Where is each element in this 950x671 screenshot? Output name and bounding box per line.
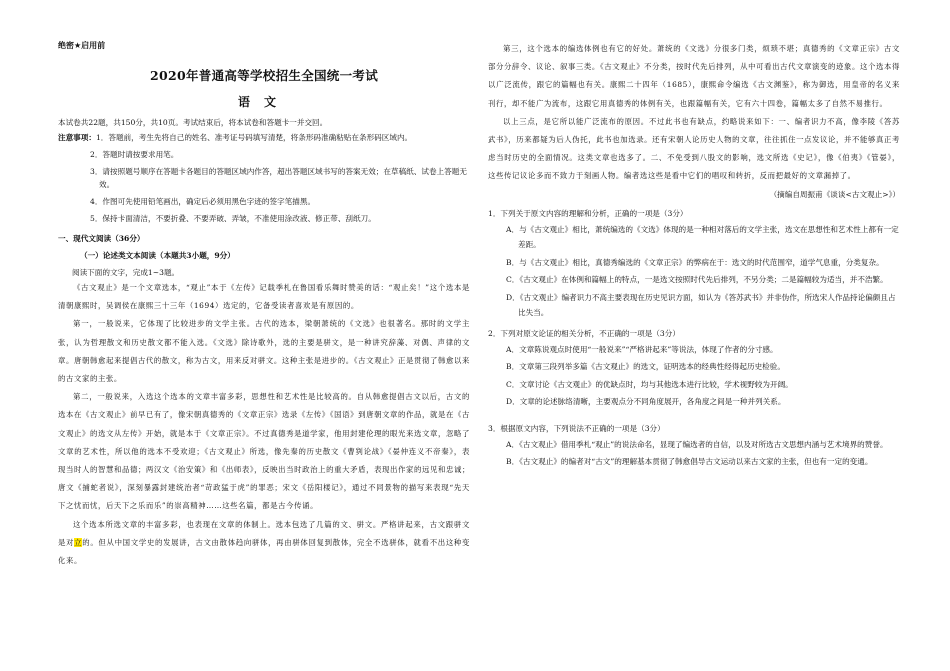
- notice-item-1: 1．答题前，考生先将自己的姓名、准考证号码填写清楚，将条形码准确粘贴在条形码区域内。: [95, 133, 413, 142]
- left-column: [58, 40, 470, 570]
- question-3-stem: 3．根据原文内容，下列说法不正确的一项是（3分）: [488, 423, 665, 433]
- exam-title: 2020年普通高等学校招生全国统一考试: [150, 68, 378, 83]
- question-3-option-b[interactable]: B．《古文观止》的编者对“古文”的理解基本贯彻了韩愈倡导古文运动以来古文家的主张，但也有一定的变通。: [506, 457, 873, 467]
- passage-paragraph-4: [58, 516, 470, 571]
- passage-paragraph-2: 第一，一般说来，它体现了比较进步的文学主张。古代的选本，梁朝萧统的《文选》也很著名。那时的文学主张，认为哲理散文和历史散文都不能入选。《文选》除诗歌外，选的主要是骈文，是一种讲究辞藻、对偶、声律的文章。唐朝韩愈起来提倡古代的散文，称为古文，用来反对骈文。这种主张是进步的。《古文观止》正是贯彻了韩愈以来的古文家的主张。: [58, 319, 470, 384]
- question-2-option-a[interactable]: A．文章陈说观点时使用“一般说来”“严格讲起来”等说法，体现了作者的分寸感。: [506, 344, 778, 354]
- notice-item-4: 4．作图可先使用铅笔画出，确定后必须用黑色字迹的签字笔描黑。: [90, 197, 316, 206]
- question-2: [488, 327, 900, 410]
- section-heading: 一、现代文阅读（36分）: [58, 234, 145, 243]
- passage-paragraph-5: 第三，这个选本的编选体例也有它的好处。萧统的《文选》分很多门类，烦琐不堪；真德秀的《文章正宗》古文部分分辞令、议论、叙事三类。《古文观止》不分类，按时代先后排列，从中可看出古代文章演变的迹象。这个选本得以广泛流传，跟它的篇幅也有关。康熙二十四年（1685），康熙命令编选《古文渊鉴》，称为御选，用皇帝的名义来刊行，却不能广为流布，这跟它用真德秀的体例有关，也跟篇幅有关，它有六十四卷，篇幅太多了自然不易推行。: [488, 44, 900, 108]
- question-1-option-c[interactable]: C．《古文观止》在体例和篇幅上的特点，一是选文按照时代先后排列，不另分类；二是篇幅较为适当，并不浩繁。: [506, 275, 888, 285]
- notice-item-3: 3．请按照题号顺序在答题卡各题目的答题区域内作答，超出答题区域书写的答案无效；在草稿纸、试卷上答题无效。: [90, 167, 467, 189]
- notice-label: 注意事项：: [58, 133, 96, 142]
- intro-text: 本试卷共22题，共150分，共10页。考试结束后，将本试卷和答题卡一并交回。: [58, 118, 328, 127]
- question-1-stem: 1．下列关于原文内容的理解和分析，正确的一项是（3分）: [488, 208, 688, 218]
- question-2-option-b[interactable]: B．文章第三段列举多篇《古文观止》的选文，证明选本的经典性经得起历史检验。: [506, 362, 785, 372]
- passage-paragraph-4-tail: 的。但从中国文学史的发展讲，古文由散体趋向骈体，再由骈体回复到散体，完全不选骈体，就看不出这种变化来。: [58, 537, 471, 566]
- passage-paragraph-6: 以上三点，是它所以能广泛流布的原因。不过此书也有缺点，约略说来如下：一、编者识力不高，像李陵《答苏武书》，历来都疑为后人伪托，此书也加选录。还有宋朝人论历史人物的文章，往往抓住一点发议论，并不能够真正考虑当时历史的全面情况。这类文章也选多了。二、不免受到八股文的影响，选文所选《史记》，像《伯夷》《管晏》，这些传记议论多而不致力于刻画人物。编者选这些是看中它们的唱叹和转折，反而把最好的文章漏掉了。: [488, 116, 900, 181]
- highlighted-char: 立: [74, 537, 83, 547]
- reading-instruction: 阅读下面的文字，完成1~3题。: [72, 268, 180, 277]
- notice-item-2: 2．答题时请按要求用笔。: [90, 150, 179, 159]
- question-1-option-d[interactable]: D．《古文观止》编者识力不高主要表现在历史见识方面，如认为《答苏武书》并非伪作，所选宋人作品持论偏颇且占比失当。: [506, 292, 896, 318]
- passage-paragraph-4-head: 这个选本所选文章的丰富多彩，也表现在文章的体制上。选本包选了几篇的文、骈文。严格讲起来，古文跟骈文是对: [58, 519, 470, 547]
- question-1-option-a[interactable]: A．与《古文观止》相比，萧统编选的《文选》体现的是一种相对落后的文学主张，选文在思想性和艺术性上都有一定差距。: [506, 224, 899, 250]
- question-2-option-d[interactable]: D．文章的论述脉络清晰，主要观点分不同角度展开，各角度之间是一种并列关系。: [506, 397, 786, 407]
- subject-title: 语文: [237, 95, 290, 109]
- notice-item-5: 5．保持卡面清洁，不要折叠、不要弄破、弄皱，不准使用涂改液、修正带、刮纸刀。: [90, 214, 376, 223]
- question-3: [488, 422, 900, 470]
- right-column: [488, 40, 900, 470]
- source-citation: （摘编自周振甫《谈谈<古文观止>》）: [769, 189, 900, 199]
- passage-paragraph-3: 第二，一般说来，入选这个选本的文章丰富多彩，思想性和艺术性是比较高的。自从韩愈提倡古文以后，古文的选本在《古文观止》前早已有了，像宋朝真德秀的《文章正宗》选录《左传》《国语》到唐朝文章的作品，就是在《古文观止》的选文从左传》开始，就是本于《文章正宗》。不过真德秀是道学家，他用封建伦理的眼光来选文章，忽略了文章的艺术性，所以他的选本不受欢迎；《古文观止》所选，像先秦的历史散文《曹刿论战》《晏仲连义不帝秦》，表现当时人的智慧和品德；两汉文《治安策》和《出师表》，反映出当时政治上的重大矛盾，表现出作家的远见和忠诚；唐文《捕蛇者说》，深刻暴露封建统治者“苛政猛于虎”的罪恶；宋文《岳阳楼记》，通过不同景物的描写来表现“先天下之忧而忧，后天下之乐而乐”的崇高精神……这些名篇，都是古今传诵。: [58, 392, 470, 511]
- notice-block: [58, 131, 470, 225]
- passage-paragraph-1: 《古文观止》是一个文章选本，“观止”本于《左传》记载季札在鲁国看乐舞时赞美的话：“观止矣！”这个选本是清朝康熙时，吴调侯在康熙三十三年（1694）选定的，它备受读者喜欢是有原因的。: [58, 283, 470, 311]
- question-1: [488, 207, 900, 321]
- subsection-heading: （一）论述类文本阅读（本题共3小题，9分）: [80, 251, 235, 260]
- secret-label: 绝密★启用前: [58, 41, 106, 50]
- question-1-option-b[interactable]: B．与《古文观止》相比，真德秀编选的《文章正宗》的弊病在于：选文的时代范围窄，道学气息重，分类复杂。: [506, 257, 884, 267]
- question-2-option-c[interactable]: C．文章讨论《古文观止》的优缺点时，均与其他选本进行比较，学术视野较为开阔。: [506, 379, 793, 389]
- question-2-stem: 2．下列对原文论证的相关分析，不正确的一项是（3分）: [488, 328, 680, 338]
- question-3-option-a[interactable]: A．《古文观止》借用季札“观止”的说法命名，显现了编选者的自信，以及对所选古文思想内涵与艺术境界的赞誉。: [506, 439, 888, 449]
